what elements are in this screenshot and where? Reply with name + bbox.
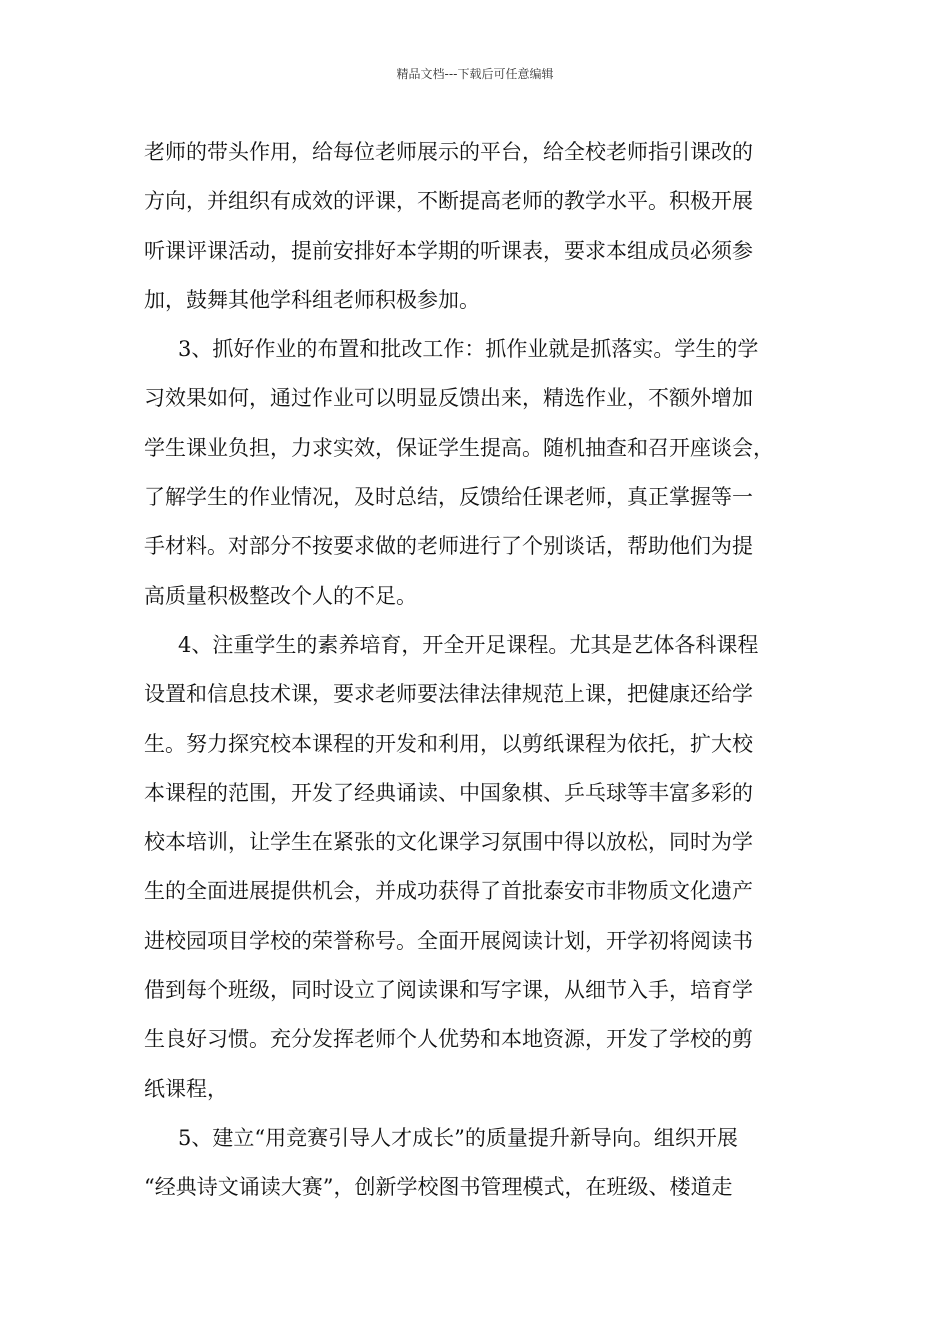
text-line: 5、建立“用竞赛引导人才成长”的质量提升新导向。组织开展 bbox=[178, 1125, 738, 1150]
text-line: 本课程的范围，开发了经典诵读、中国象棋、乒乓球等丰富多彩的 bbox=[144, 780, 753, 805]
text-line: 设置和信息技术课，要求老师要法律法律规范上课，把健康还给学 bbox=[144, 682, 753, 707]
text-line: 3、抓好作业的布置和批改工作：抓作业就是抓落实。学生的学 bbox=[178, 337, 759, 362]
text-line: 生。努力探究校本课程的开发和利用，以剪纸课程为依托，扩大校 bbox=[144, 731, 753, 756]
text-line: 高质量积极整改个人的不足。 bbox=[144, 583, 417, 608]
document-body bbox=[144, 128, 814, 1213]
text-line: 4、注重学生的素养培育，开全开足课程。尤其是艺体各科课程 bbox=[178, 632, 759, 657]
text-line: 进校园项目学校的荣誉称号。全面开展阅读计划，开学初将阅读书 bbox=[144, 928, 753, 953]
text-line: 纸课程， bbox=[144, 1076, 228, 1101]
text-line: 手材料。对部分不按要求做的老师进行了个别谈话，帮助他们为提 bbox=[144, 534, 753, 559]
text-line: “经典诗文诵读大赛”，创新学校图书管理模式，在班级、楼道走 bbox=[144, 1175, 733, 1200]
text-line: 老师的带头作用，给每位老师展示的平台，给全校老师指引课改的 bbox=[144, 140, 753, 164]
text-line: 习效果如何，通过作业可以明显反馈出来，精选作业，不额外增加 bbox=[144, 386, 753, 411]
text-line: 生良好习惯。充分发挥老师个人优势和本地资源，开发了学校的剪 bbox=[144, 1027, 753, 1052]
text-line: 生的全面进展提供机会，并成功获得了首批泰安市非物质文化遗产 bbox=[144, 879, 753, 904]
text-line: 学生课业负担，力求实效，保证学生提高。随机抽查和召开座谈会， bbox=[144, 435, 774, 460]
text-line: 听课评课活动，提前安排好本学期的听课表，要求本组成员必须参 bbox=[144, 238, 753, 263]
text-line: 校本培训，让学生在紧张的文化课学习氛围中得以放松，同时为学 bbox=[144, 830, 753, 855]
text-line: 加，鼓舞其他学科组老师积极参加。 bbox=[144, 287, 480, 312]
text-line: 借到每个班级，同时设立了阅读课和写字课，从细节入手，培育学 bbox=[144, 978, 753, 1003]
text-line: 方向，并组织有成效的评课，不断提高老师的教学水平。积极开展 bbox=[144, 189, 753, 214]
page-header: 精品文档---下载后可任意编辑 bbox=[396, 67, 554, 81]
text-line: 了解学生的作业情况，及时总结，反馈给任课老师，真正掌握等一 bbox=[144, 485, 753, 510]
